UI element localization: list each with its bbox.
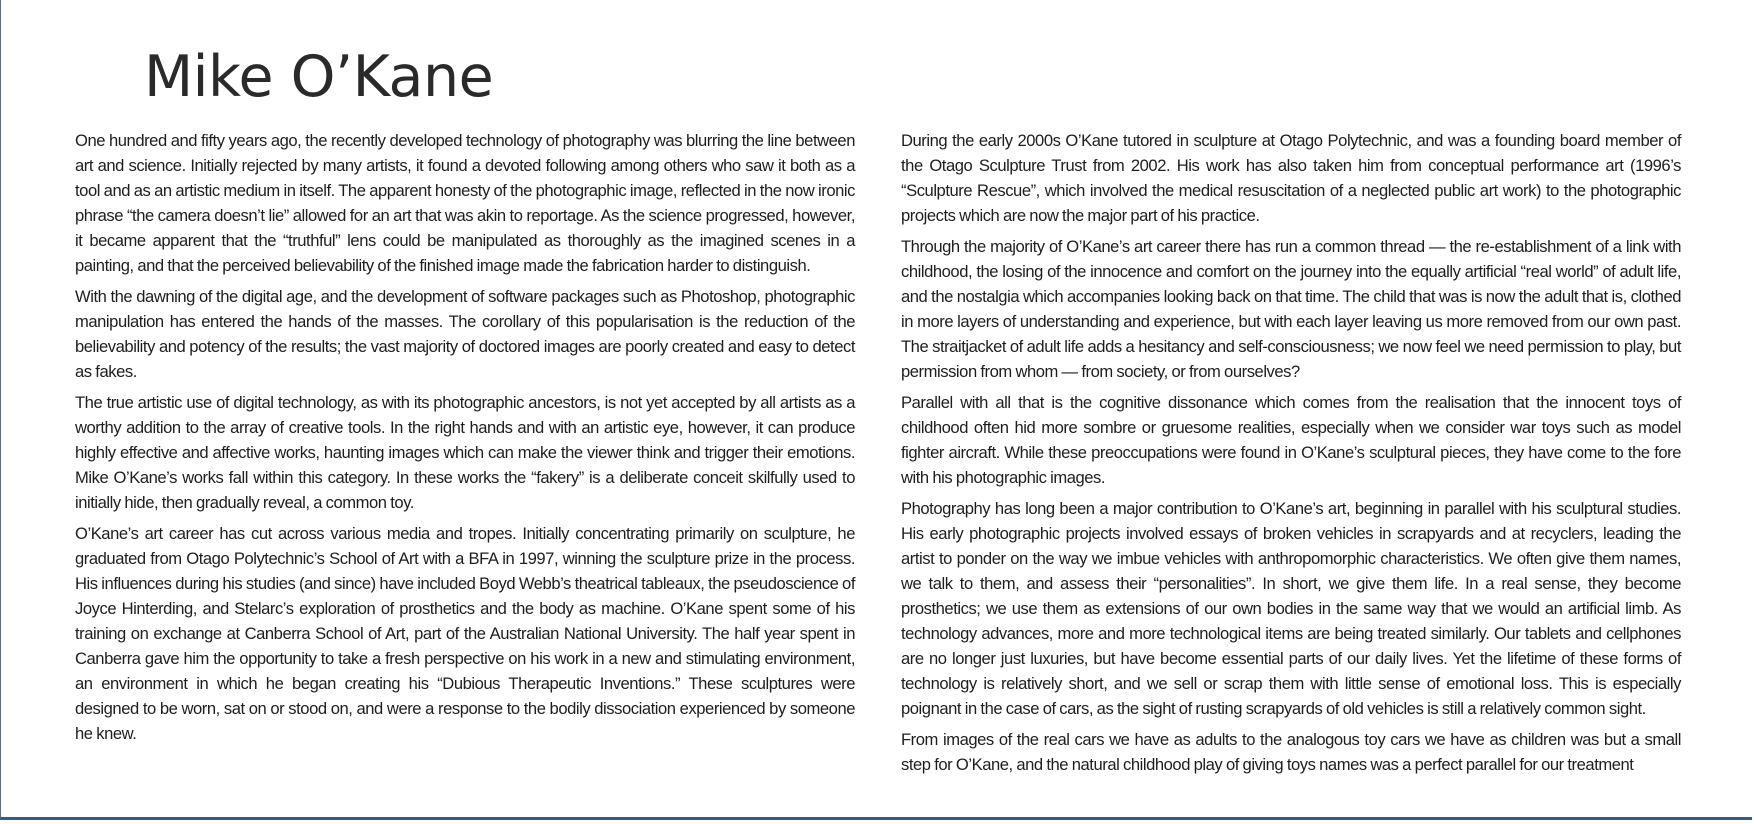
- left-column: [75, 128, 855, 752]
- paragraph: The true artistic use of digital technology, as with its photographic ancestors, is not yet accepted by all artists as a worthy addition to the array of creative tools. In the right hands and with an artistic eye, however, it can produce highly effective and affective works, haunting images which can make the viewer think and trigger their emotions. Mike O’Kane’s works fall within this category. In these works the “fakery” is a deliberate conceit skilfully used to initially hide, then gradually reveal, a common toy.: [75, 393, 855, 512]
- paragraph: With the dawning of the digital age, and the development of software packages such as Photoshop, photographic manipulation has entered the hands of the masses. The corollary of this popularisation is the reduction of the believability and potency of the results; the vast majority of doctored images are poorly created and easy to detect as fakes.: [75, 287, 855, 381]
- paragraph: From images of the real cars we have as adults to the analogous toy cars we have as children was but a small step for O’Kane, and the natural childhood play of giving toys names was a perfect parallel for our treatment: [901, 730, 1681, 774]
- paragraph: Through the majority of O’Kane’s art career there has run a common thread — the re-establishment of a link with childhood, the losing of the innocence and comfort on the journey into the equally artificial “real world” of adult life, and the nostalgia which accompanies looking back on that time. The child that was is now the adult that is, clothed in more layers of understanding and experience, but with each layer leaving us more removed from our own past. The straitjacket of adult life adds a hesitancy and self-consciousness; we now feel we need permission to play, but permission from whom — from society, or from ourselves?: [901, 237, 1681, 381]
- paragraph: During the early 2000s O’Kane tutored in sculpture at Otago Polytechnic, and was a founding board member of the Otago Sculpture Trust from 2002. His work has also taken him from conceptual performance art (1996’s “Sculpture Rescue”, which involved the medical resuscitation of a neglected public art work) to the photographic projects which are now the major part of his practice.: [901, 131, 1681, 225]
- paragraph: Parallel with all that is the cognitive dissonance which comes from the realisation that the innocent toys of childhood often hid more sombre or gruesome realities, especially when we consider war toys such as model fighter aircraft. While these preoccupations were found in O’Kane’s sculptural pieces, they have come to the fore with his photographic images.: [901, 393, 1681, 487]
- page-title: Mike O’Kane: [144, 44, 494, 110]
- paragraph: O’Kane’s art career has cut across various media and tropes. Initially concentrating primarily on sculpture, he graduated from Otago Polytechnic’s School of Art with a BFA in 1997, winning the sculpture prize in the process. His influences during his studies (and since) have included Boyd Webb’s theatrical tableaux, the pseudoscience of Joyce Hinterding, and Stelarc’s exploration of prosthetics and the body as machine. O’Kane spent some of his training on exchange at Canberra School of Art, part of the Australian National University. The half year spent in Canberra gave him the opportunity to take a fresh perspective on his work in a new and stimulating environment, an environment in which he began creating his “Dubious Therapeutic Inventions.” These sculptures were designed to be worn, sat on or stood on, and were a response to the bodily dissociation experienced by someone he knew.: [75, 524, 855, 743]
- paragraph: One hundred and fifty years ago, the recently developed technology of photography was blurring the line between art and science. Initially rejected by many artists, it found a devoted following among others who saw it both as a tool and as an artistic medium in itself. The apparent honesty of the photographic image, reflected in the now ironic phrase “the camera doesn’t lie” allowed for an art that was akin to reportage. As the science progressed, however, it became apparent that the “truthful” lens could be manipulated as thoroughly as the imagined scenes in a painting, and that the perceived believability of the finished image made the fabrication harder to distinguish.: [75, 131, 855, 275]
- paragraph: Photography has long been a major contribution to O’Kane’s art, beginning in parallel with his sculptural studies. His early photographic projects involved essays of broken vehicles in scrapyards and at recyclers, leading the artist to ponder on the way we imbue vehicles with anthropomorphic characteristics. We often give them names, we talk to them, and assess their “personalities”. In short, we give them life. In a real sense, they become prosthetics; we use them as extensions of our own bodies in the same way that we would an artificial limb. As technology advances, more and more technological items are being treated similarly. Our tablets and cellphones are no longer just luxuries, but have become essential parts of our daily lives. Yet the lifetime of these forms of technology is relatively short, and we sell or scrap them with little sense of emotional loss. This is especially poignant in the case of cars, as the sight of rusting scrapyards of old vehicles is still a relatively common sight.: [901, 499, 1681, 718]
- right-column: [901, 128, 1681, 783]
